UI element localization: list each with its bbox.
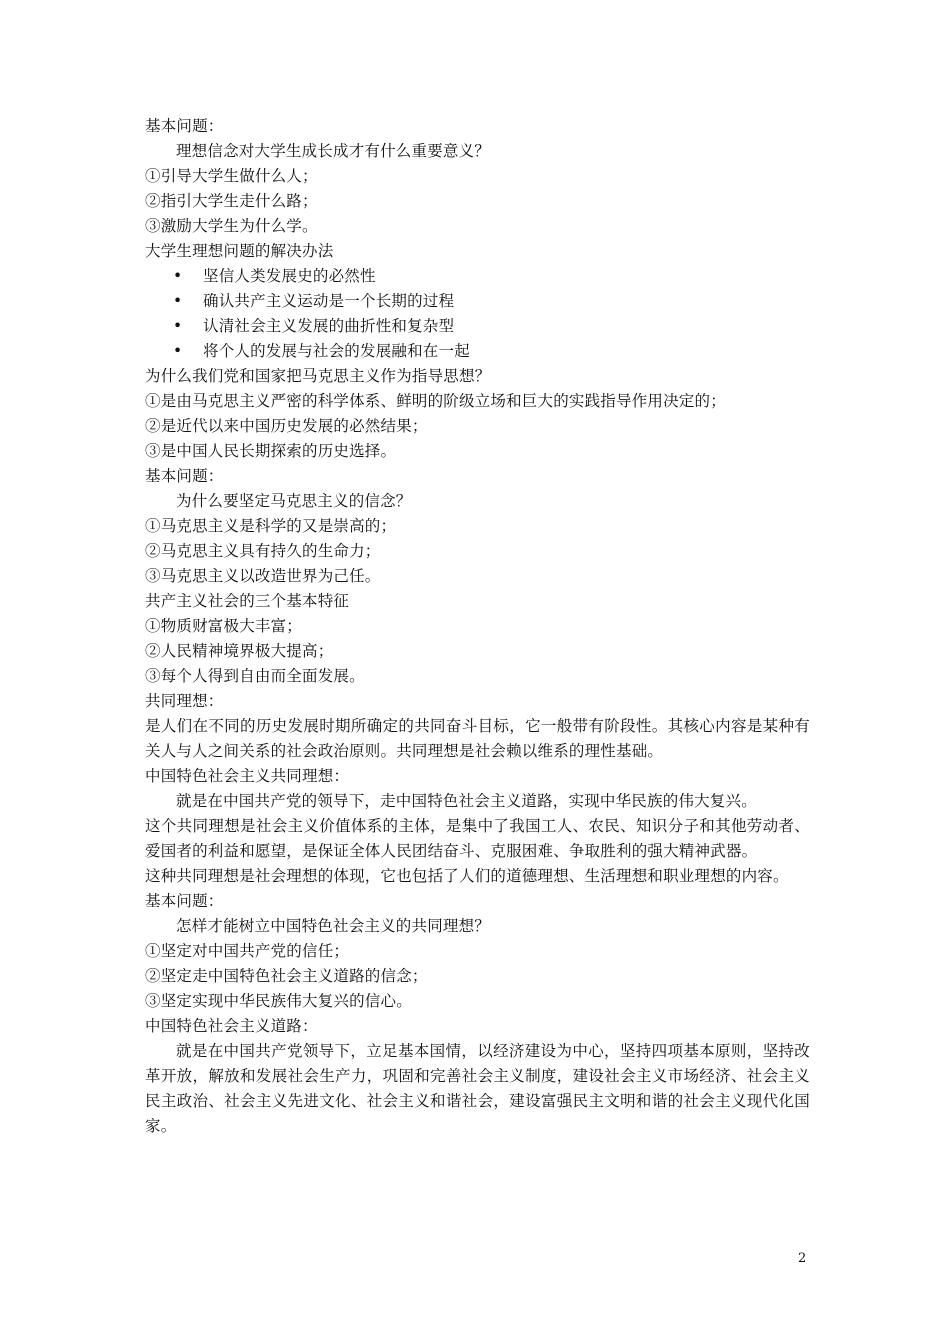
heading-basic-question: 基本问题： — [145, 117, 224, 135]
answer-item: ③马克思主义以改造世界为己任。 — [145, 567, 381, 585]
section-heading: 中国特色社会主义道路： — [145, 1017, 318, 1035]
answer-item: ①引导大学生做什么人； — [145, 167, 318, 185]
answer-item: ③坚定实现中华民族伟大复兴的信心。 — [145, 992, 412, 1010]
section-heading: 共同理想： — [145, 692, 224, 710]
section-heading: 大学生理想问题的解决办法 — [145, 242, 334, 260]
section-heading: 共产主义社会的三个基本特征 — [145, 592, 350, 610]
bullet-item — [145, 314, 810, 339]
bullet-dot-icon: • — [173, 292, 183, 310]
answer-item: ②马克思主义具有持久的生命力； — [145, 542, 381, 560]
bullet-text: 确认共产主义运动是一个长期的过程 — [203, 292, 455, 310]
body-paragraph: 就是在中国共产党的领导下，走中国特色社会主义道路，实现中华民族的伟大复兴。 — [176, 792, 757, 810]
answer-item: ②指引大学生走什么路； — [145, 192, 318, 210]
body-paragraph: 是人们在不同的历史发展时期所确定的共同奋斗目标，它一般带有阶段性。其核心内容是某种有关人与人之间关系的社会政治原则。共同理想是社会赖以维系的理性基础。 — [145, 717, 810, 760]
page-body — [145, 114, 810, 1139]
answer-item: ②人民精神境界极大提高； — [145, 642, 334, 660]
bullet-item — [145, 339, 810, 364]
answer-item: ②坚定走中国特色社会主义道路的信念； — [145, 967, 428, 985]
bullet-text: 认清社会主义发展的曲折性和复杂型 — [203, 317, 455, 335]
body-paragraph: 这种共同理想是社会理想的体现，它也包括了人们的道德理想、生活理想和职业理想的内容。 — [145, 867, 789, 885]
question-line: 为什么要坚定马克思主义的信念？ — [176, 492, 412, 510]
bullet-text: 坚信人类发展史的必然性 — [203, 267, 376, 285]
answer-item: ①是由马克思主义严密的科学体系、鲜明的阶级立场和巨大的实践指导作用决定的； — [145, 392, 726, 410]
answer-item: ②是近代以来中国历史发展的必然结果； — [145, 417, 428, 435]
bullet-text: 将个人的发展与社会的发展融和在一起 — [203, 342, 470, 360]
answer-item: ①马克思主义是科学的又是崇高的； — [145, 517, 397, 535]
bullet-dot-icon: • — [173, 342, 183, 360]
heading-basic-question: 基本问题： — [145, 892, 224, 910]
answer-item: ③每个人得到自由而全面发展。 — [145, 667, 365, 685]
answer-item: ①坚定对中国共产党的信任； — [145, 942, 350, 960]
body-paragraph: 这个共同理想是社会主义价值体系的主体，是集中了我国工人、农民、知识分子和其他劳动者、爱国者的利益和愿望，是保证全体人民团结奋斗、克服困难、争取胜利的强大精神武器。 — [145, 817, 810, 860]
answer-item: ③是中国人民长期探索的历史选择。 — [145, 442, 397, 460]
body-paragraph: 就是在中国共产党领导下，立足基本国情，以经济建设为中心，坚持四项基本原则，坚持改革开放，解放和发展社会生产力，巩固和完善社会主义制度，建设社会主义市场经济、社会主义民主政治、社会主义先进文化、社会主义和谐社会，建设富强民主文明和谐的社会主义现代化国家。 — [145, 1042, 810, 1135]
bullet-dot-icon: • — [173, 317, 183, 335]
question-line: 理想信念对大学生成长成才有什么重要意义？ — [176, 142, 491, 160]
bullet-dot-icon: • — [173, 267, 183, 285]
heading-basic-question: 基本问题： — [145, 467, 224, 485]
question-line: 为什么我们党和国家把马克思主义作为指导思想？ — [145, 367, 491, 385]
page-number: 2 — [798, 1251, 807, 1266]
answer-item: ③激励大学生为什么学。 — [145, 217, 318, 235]
question-line: 怎样才能树立中国特色社会主义的共同理想？ — [176, 917, 491, 935]
section-heading: 中国特色社会主义共同理想： — [145, 767, 350, 785]
answer-item: ①物质财富极大丰富； — [145, 617, 303, 635]
bullet-item — [145, 264, 810, 289]
bullet-item — [145, 289, 810, 314]
